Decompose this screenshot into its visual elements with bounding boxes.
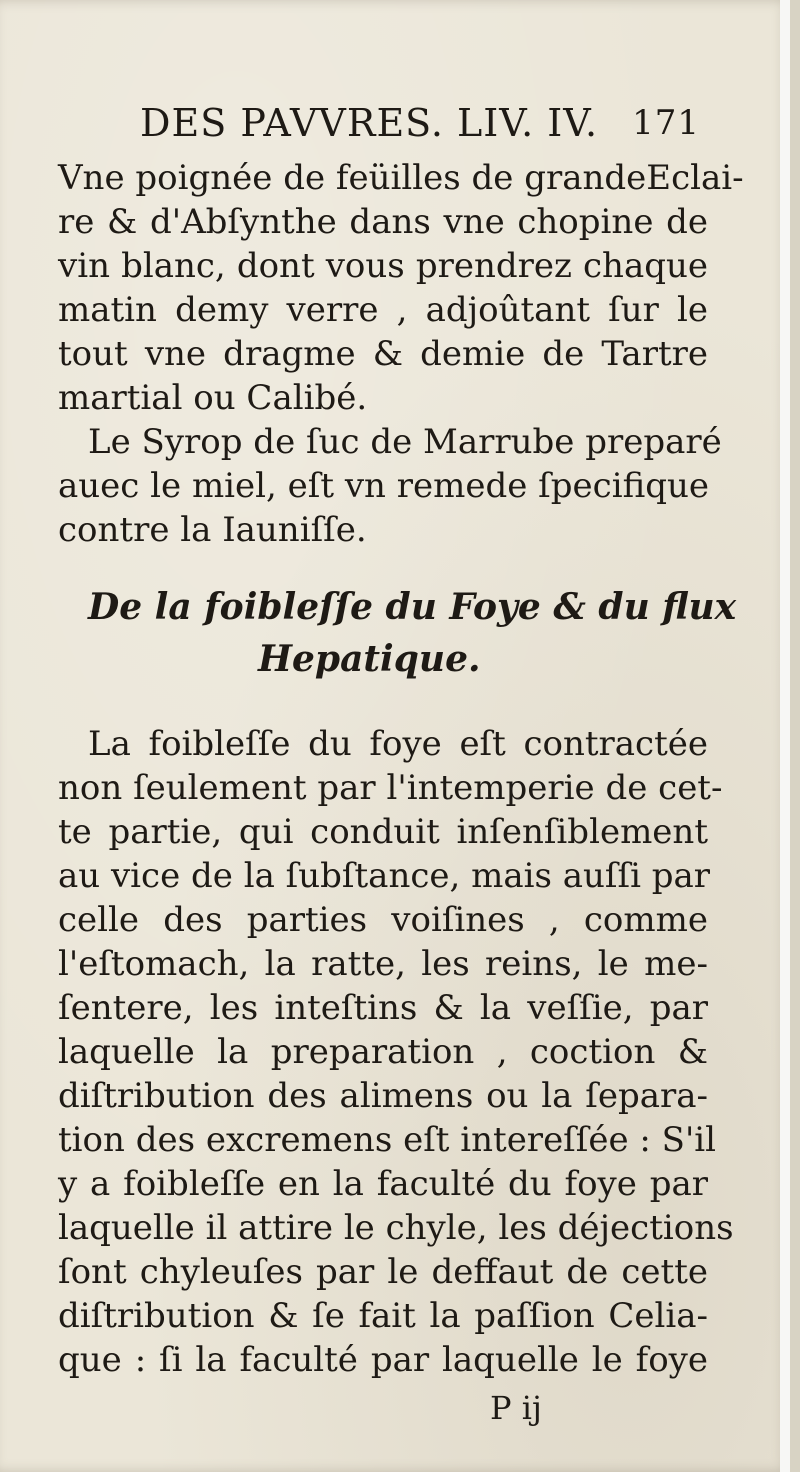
section-heading-line-2: Hepatique. [258,638,481,680]
text-line: que : ſi la faculté par laquelle le foye [58,1340,708,1380]
text-line: te partie, qui conduit inſenſiblement [58,812,708,852]
text-line: l'eſtomach, la ratte, les reins, le me- [58,944,708,984]
text-line: vin blanc, dont vous prendrez chaque [58,246,708,286]
running-header [140,95,700,151]
text-line: auec le miel, eſt vn remede ſpecifique [58,466,710,506]
text-line: laquelle la preparation , coction & [58,1032,708,1072]
text-line: y a foibleſſe en la faculté du foye par [58,1164,708,1204]
signature-mark: P ij [490,1389,542,1427]
text-line: contre la Iauniſſe. [58,510,367,550]
text-line: re & d'Abſynthe dans vne chopine de [58,202,708,242]
text-line: matin demy verre , adjoûtant ſur le [58,290,708,330]
text-line: tion des excremens eſt intereſſée : S'il [58,1120,717,1160]
page-edge [780,0,790,1472]
text-line: non ſeulement par l'intemperie de cet- [58,768,723,808]
page-number: 171 [632,103,700,143]
text-line: diſtribution & ſe fait la paſſion Celia- [58,1296,708,1336]
text-line: tout vne dragme & demie de Tartre [58,334,708,374]
section-heading-line-1: De la foibleſſe du Foye & du flux [88,586,737,628]
text-line: Le Syrop de ſuc de Marrube preparé [88,422,722,462]
text-line: celle des parties voiſines , comme [58,900,708,940]
text-line: ſentere, les inteſtins & la veſſie, par [58,988,708,1028]
text-line: diſtribution des alimens ou la ſepara- [58,1076,708,1116]
text-line: au vice de la ſubſtance, mais auſſi par [58,856,711,896]
text-line: martial ou Calibé. [58,378,368,418]
text-line: La foibleſſe du foye eſt contractée [88,724,708,764]
text-line: ſont chyleuſes par le deffaut de cette [58,1252,708,1292]
running-title: DES PAVVRES. LIV. IV. [140,101,599,145]
text-line: laquelle il attire le chyle, les déjections [58,1208,734,1248]
text-line: Vne poignée de feüilles de grandeEclai- [58,158,744,198]
